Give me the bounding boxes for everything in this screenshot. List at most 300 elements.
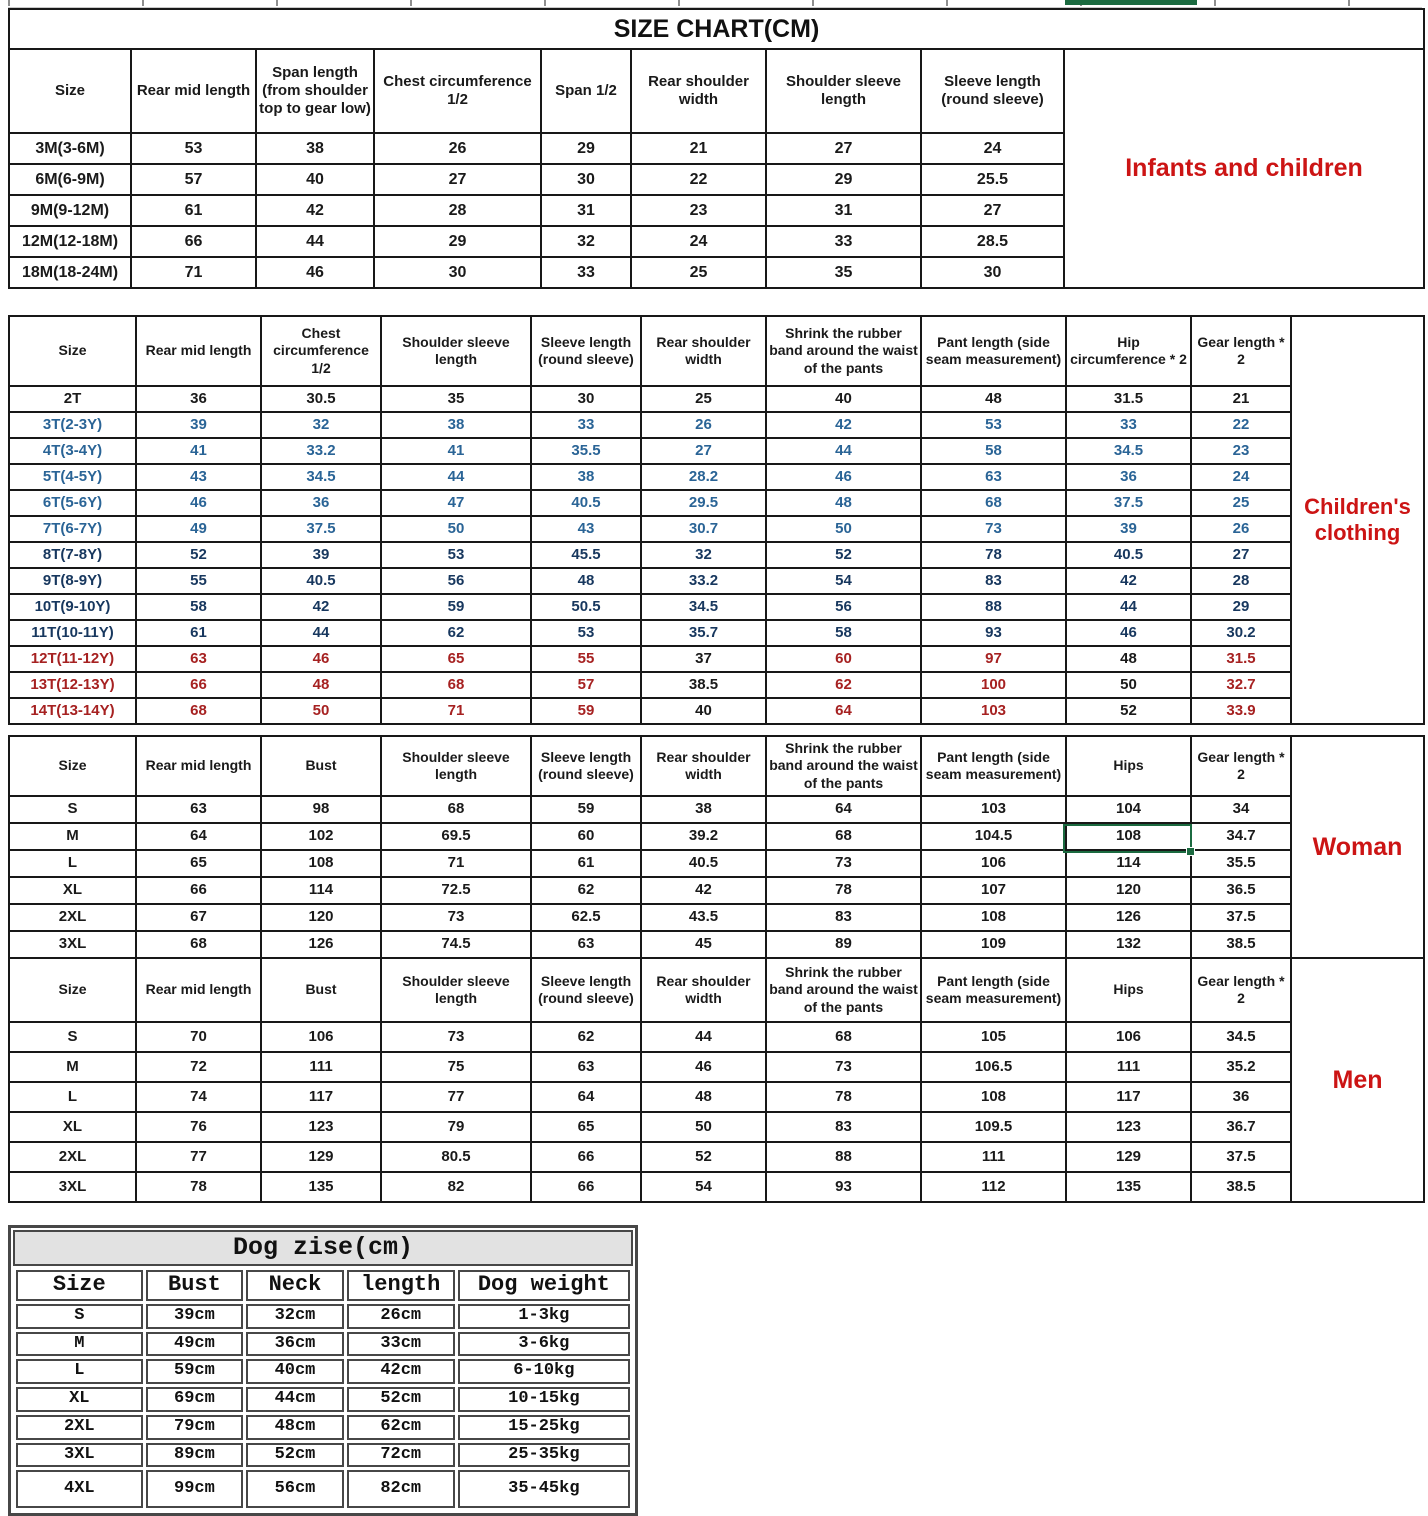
table-row (9, 195, 1064, 226)
table-row (9, 464, 1291, 490)
column-header: Pant length (side seam measurement) (921, 958, 1066, 1022)
value-cell: 59cm (146, 1359, 244, 1384)
size-cell: S (9, 796, 136, 823)
column-header: Chest circumference 1/2 (261, 316, 381, 386)
value-cell: 61 (531, 850, 641, 877)
value-cell: 28 (1191, 568, 1291, 594)
table-row (9, 568, 1291, 594)
value-cell: 79 (381, 1112, 531, 1142)
value-cell: 42 (256, 195, 374, 226)
value-cell: 30.5 (261, 386, 381, 412)
value-cell: 25 (631, 257, 766, 288)
value-cell: 36 (1066, 464, 1191, 490)
value-cell: 79cm (146, 1415, 244, 1440)
size-cell: 8T(7-8Y) (9, 542, 136, 568)
column-header: Gear length * 2 (1191, 736, 1291, 796)
value-cell: 57 (531, 672, 641, 698)
value-cell: 120 (261, 904, 381, 931)
value-cell: 39 (261, 542, 381, 568)
size-cell: M (16, 1332, 143, 1357)
table-row (9, 542, 1291, 568)
value-cell: 104 (1066, 796, 1191, 823)
table-row (9, 931, 1291, 958)
value-cell: 99cm (146, 1470, 244, 1508)
table-row (9, 672, 1291, 698)
infants-section-label: Infants and children (1063, 48, 1425, 289)
value-cell: 52 (1066, 698, 1191, 724)
value-cell: 48 (921, 386, 1066, 412)
column-header: Gear length * 2 (1191, 316, 1291, 386)
value-cell: 29 (766, 164, 921, 195)
value-cell: 64 (136, 823, 261, 850)
value-cell: 59 (531, 698, 641, 724)
column-header: Rear mid length (136, 958, 261, 1022)
column-header: Size (9, 736, 136, 796)
adult-size-section (8, 735, 1425, 1203)
value-cell: 34.5 (641, 594, 766, 620)
value-cell: 114 (261, 877, 381, 904)
column-header: Rear shoulder width (631, 49, 766, 133)
value-cell: 39 (136, 412, 261, 438)
value-cell: 111 (921, 1142, 1066, 1172)
value-cell: 33.2 (261, 438, 381, 464)
value-cell: 34.7 (1191, 823, 1291, 850)
value-cell: 88 (921, 594, 1066, 620)
table-row (9, 1082, 1291, 1112)
value-cell: 39 (1066, 516, 1191, 542)
size-cell: L (9, 1082, 136, 1112)
value-cell: 43 (136, 464, 261, 490)
value-cell: 27 (641, 438, 766, 464)
value-cell: 73 (766, 850, 921, 877)
value-cell: 48 (531, 568, 641, 594)
value-cell: 56cm (246, 1470, 344, 1508)
column-header: Span length (from shoulder top to gear low) (256, 49, 374, 133)
value-cell: 34.5 (1066, 438, 1191, 464)
value-cell: 73 (766, 1052, 921, 1082)
size-cell: 4T(3-4Y) (9, 438, 136, 464)
column-header: Size (9, 49, 131, 133)
value-cell: 23 (631, 195, 766, 226)
value-cell: 104.5 (921, 823, 1066, 850)
value-cell: 62cm (347, 1415, 455, 1440)
table-row (9, 412, 1291, 438)
value-cell: 22 (1191, 412, 1291, 438)
value-cell: 27 (374, 164, 541, 195)
value-cell: 33.9 (1191, 698, 1291, 724)
value-cell: 40 (256, 164, 374, 195)
column-header: Bust (261, 736, 381, 796)
value-cell: 106.5 (921, 1052, 1066, 1082)
value-cell: 44 (381, 464, 531, 490)
value-cell: 52 (136, 542, 261, 568)
value-cell: 36 (261, 490, 381, 516)
value-cell: 100 (921, 672, 1066, 698)
value-cell: 43.5 (641, 904, 766, 931)
value-cell: 55 (531, 646, 641, 672)
value-cell: 44 (261, 620, 381, 646)
value-cell: 33.2 (641, 568, 766, 594)
value-cell: 53 (381, 542, 531, 568)
table-row (9, 594, 1291, 620)
value-cell: 80.5 (381, 1142, 531, 1172)
size-cell: S (9, 1022, 136, 1052)
value-cell: 68 (921, 490, 1066, 516)
men-section-label: Men (1290, 957, 1425, 1203)
value-cell: 29 (1191, 594, 1291, 620)
table-row (9, 490, 1291, 516)
value-cell: 3-6kg (458, 1332, 630, 1357)
value-cell: 63 (921, 464, 1066, 490)
table-row (9, 257, 1064, 288)
value-cell: 98 (261, 796, 381, 823)
value-cell: 38 (641, 796, 766, 823)
value-cell: 62 (531, 1022, 641, 1052)
value-cell: 68 (381, 672, 531, 698)
size-cell: 2T (9, 386, 136, 412)
column-header: Shoulder sleeve length (766, 49, 921, 133)
column-header: Shoulder sleeve length (381, 958, 531, 1022)
value-cell: 27 (766, 133, 921, 164)
value-cell: 42 (641, 877, 766, 904)
value-cell: 30 (921, 257, 1064, 288)
value-cell: 102 (261, 823, 381, 850)
header-row (9, 316, 1291, 386)
value-cell: 135 (261, 1172, 381, 1202)
size-cell: M (9, 1052, 136, 1082)
table-row (9, 698, 1291, 724)
value-cell: 75 (381, 1052, 531, 1082)
value-cell: 48 (1066, 646, 1191, 672)
value-cell: 37.5 (1191, 904, 1291, 931)
column-header: Hips (1066, 958, 1191, 1022)
value-cell: 31.5 (1191, 646, 1291, 672)
value-cell: 71 (131, 257, 256, 288)
value-cell: 63 (136, 646, 261, 672)
value-cell: 111 (1066, 1052, 1191, 1082)
table-row (9, 164, 1064, 195)
value-cell: 48 (766, 490, 921, 516)
value-cell: 49cm (146, 1332, 244, 1357)
value-cell: 106 (921, 850, 1066, 877)
value-cell: 97 (921, 646, 1066, 672)
size-cell: 6T(5-6Y) (9, 490, 136, 516)
value-cell: 114 (1066, 850, 1191, 877)
size-cell: 18M(18-24M) (9, 257, 131, 288)
value-cell: 44 (766, 438, 921, 464)
men-size-table-grid (8, 957, 1292, 1203)
value-cell: 32 (541, 226, 631, 257)
value-cell: 46 (256, 257, 374, 288)
column-header: Hip circumference * 2 (1066, 316, 1191, 386)
value-cell: 37.5 (1066, 490, 1191, 516)
value-cell: 26 (641, 412, 766, 438)
value-cell: 66 (531, 1142, 641, 1172)
value-cell: 72 (136, 1052, 261, 1082)
value-cell: 38 (381, 412, 531, 438)
value-cell: 27 (1191, 542, 1291, 568)
spreadsheet-gridline-strip (8, 0, 1422, 8)
value-cell: 32 (261, 412, 381, 438)
value-cell: 37 (641, 646, 766, 672)
value-cell: 71 (381, 698, 531, 724)
value-cell: 107 (921, 877, 1066, 904)
page-title: SIZE CHART(CM) (8, 8, 1425, 50)
value-cell: 44cm (246, 1387, 344, 1412)
value-cell: 59 (531, 796, 641, 823)
value-cell: 38.5 (1191, 1172, 1291, 1202)
size-cell: 9T(8-9Y) (9, 568, 136, 594)
value-cell: 38.5 (641, 672, 766, 698)
children-section-label: Children's clothing (1290, 315, 1425, 725)
value-cell: 78 (921, 542, 1066, 568)
value-cell: 30 (541, 164, 631, 195)
value-cell: 66 (136, 672, 261, 698)
value-cell: 30 (531, 386, 641, 412)
column-header: Shoulder sleeve length (381, 736, 531, 796)
column-header: Pant length (side seam measurement) (921, 736, 1066, 796)
value-cell: 25.5 (921, 164, 1064, 195)
value-cell: 42 (1066, 568, 1191, 594)
value-cell: 44 (1066, 594, 1191, 620)
value-cell: 74.5 (381, 931, 531, 958)
value-cell: 59 (381, 594, 531, 620)
selected-cell-outline[interactable] (1063, 824, 1192, 853)
value-cell: 93 (921, 620, 1066, 646)
value-cell: 39cm (146, 1304, 244, 1329)
table-row (9, 1142, 1291, 1172)
size-cell: 2XL (16, 1415, 143, 1440)
value-cell: 30 (374, 257, 541, 288)
size-cell: 5T(4-5Y) (9, 464, 136, 490)
value-cell: 48cm (246, 1415, 344, 1440)
value-cell: 83 (766, 1112, 921, 1142)
value-cell: 68 (381, 796, 531, 823)
value-cell: 40.5 (641, 850, 766, 877)
value-cell: 31.5 (1066, 386, 1191, 412)
table-row (16, 1387, 630, 1412)
table-row (9, 1022, 1291, 1052)
value-cell: 35.5 (531, 438, 641, 464)
value-cell: 45.5 (531, 542, 641, 568)
column-header: Sleeve length (round sleeve) (531, 736, 641, 796)
value-cell: 111 (261, 1052, 381, 1082)
infants-size-section (8, 8, 1425, 289)
value-cell: 34.5 (1191, 1022, 1291, 1052)
value-cell: 64 (766, 796, 921, 823)
table-row (9, 1052, 1291, 1082)
value-cell: 73 (921, 516, 1066, 542)
value-cell: 55 (136, 568, 261, 594)
value-cell: 106 (261, 1022, 381, 1052)
column-header: Sleeve length (round sleeve) (921, 49, 1064, 133)
value-cell: 40.5 (261, 568, 381, 594)
value-cell: 66 (131, 226, 256, 257)
value-cell: 33 (1066, 412, 1191, 438)
value-cell: 62 (381, 620, 531, 646)
table-row (9, 226, 1064, 257)
value-cell: 40.5 (1066, 542, 1191, 568)
value-cell: 68 (766, 823, 921, 850)
value-cell: 57 (131, 164, 256, 195)
column-header: Rear shoulder width (641, 958, 766, 1022)
column-header: length (347, 1270, 455, 1301)
column-header: Neck (246, 1270, 344, 1301)
value-cell: 106 (1066, 1022, 1191, 1052)
value-cell: 60 (766, 646, 921, 672)
value-cell: 62 (531, 877, 641, 904)
column-header: Rear mid length (131, 49, 256, 133)
value-cell: 68 (136, 698, 261, 724)
value-cell: 25-35kg (458, 1443, 630, 1468)
value-cell: 50 (1066, 672, 1191, 698)
value-cell: 108 (921, 904, 1066, 931)
value-cell: 117 (1066, 1082, 1191, 1112)
column-header: Shoulder sleeve length (381, 316, 531, 386)
table-row (16, 1443, 630, 1468)
value-cell: 46 (641, 1052, 766, 1082)
dog-table-title: Dog zise(cm) (13, 1230, 633, 1266)
table-row (9, 796, 1291, 823)
table-row (16, 1415, 630, 1440)
value-cell: 26 (1191, 516, 1291, 542)
value-cell: 46 (261, 646, 381, 672)
table-row (9, 620, 1291, 646)
table-row (9, 646, 1291, 672)
value-cell: 89 (766, 931, 921, 958)
value-cell: 36.5 (1191, 877, 1291, 904)
value-cell: 60 (531, 823, 641, 850)
value-cell: 123 (1066, 1112, 1191, 1142)
header-row (9, 49, 1064, 133)
value-cell: 56 (381, 568, 531, 594)
size-cell: 2XL (9, 904, 136, 931)
value-cell: 24 (631, 226, 766, 257)
value-cell: 117 (261, 1082, 381, 1112)
value-cell: 78 (766, 1082, 921, 1112)
value-cell: 64 (766, 698, 921, 724)
column-header: Shrink the rubber band around the waist of the pants (766, 736, 921, 796)
value-cell: 65 (381, 646, 531, 672)
value-cell: 72cm (347, 1443, 455, 1468)
value-cell: 109 (921, 931, 1066, 958)
value-cell: 65 (136, 850, 261, 877)
value-cell: 54 (641, 1172, 766, 1202)
value-cell: 62.5 (531, 904, 641, 931)
table-row (16, 1470, 630, 1508)
value-cell: 82cm (347, 1470, 455, 1508)
value-cell: 52 (766, 542, 921, 568)
value-cell: 34 (1191, 796, 1291, 823)
size-cell: M (9, 823, 136, 850)
column-header: Size (9, 316, 136, 386)
column-header: Span 1/2 (541, 49, 631, 133)
size-cell: 3T(2-3Y) (9, 412, 136, 438)
table-row (9, 438, 1291, 464)
table-row (9, 386, 1291, 412)
value-cell: 108 (921, 1082, 1066, 1112)
value-cell: 41 (136, 438, 261, 464)
column-header: Dog weight (458, 1270, 630, 1301)
value-cell: 1-3kg (458, 1304, 630, 1329)
value-cell: 53 (531, 620, 641, 646)
value-cell: 25 (1191, 490, 1291, 516)
value-cell: 21 (1191, 386, 1291, 412)
size-cell: L (16, 1359, 143, 1384)
value-cell: 63 (531, 1052, 641, 1082)
value-cell: 67 (136, 904, 261, 931)
value-cell: 52cm (246, 1443, 344, 1468)
dog-size-table-grid (13, 1267, 633, 1511)
value-cell: 93 (766, 1172, 921, 1202)
value-cell: 42 (766, 412, 921, 438)
value-cell: 36 (1191, 1082, 1291, 1112)
value-cell: 25 (641, 386, 766, 412)
column-header: Chest circumference 1/2 (374, 49, 541, 133)
fill-handle[interactable] (1186, 847, 1195, 856)
value-cell: 34.5 (261, 464, 381, 490)
dog-size-section (8, 1225, 638, 1516)
table-row (9, 904, 1291, 931)
value-cell: 41 (381, 438, 531, 464)
value-cell: 31 (766, 195, 921, 226)
value-cell: 50.5 (531, 594, 641, 620)
column-header: Hips (1066, 736, 1191, 796)
value-cell: 103 (921, 796, 1066, 823)
value-cell: 54 (766, 568, 921, 594)
size-cell: XL (9, 877, 136, 904)
value-cell: 35.5 (1191, 850, 1291, 877)
value-cell: 37.5 (1191, 1142, 1291, 1172)
value-cell: 35.2 (1191, 1052, 1291, 1082)
value-cell: 42cm (347, 1359, 455, 1384)
size-cell: 9M(9-12M) (9, 195, 131, 226)
value-cell: 61 (136, 620, 261, 646)
column-header: Rear mid length (136, 316, 261, 386)
column-header: Bust (261, 958, 381, 1022)
value-cell: 78 (766, 877, 921, 904)
value-cell: 24 (1191, 464, 1291, 490)
value-cell: 46 (136, 490, 261, 516)
value-cell: 15-25kg (458, 1415, 630, 1440)
value-cell: 48 (261, 672, 381, 698)
size-cell: 10T(9-10Y) (9, 594, 136, 620)
value-cell: 103 (921, 698, 1066, 724)
column-header: Gear length * 2 (1191, 958, 1291, 1022)
value-cell: 50 (381, 516, 531, 542)
value-cell: 56 (766, 594, 921, 620)
column-header: Rear mid length (136, 736, 261, 796)
size-cell: 2XL (9, 1142, 136, 1172)
size-cell: 7T(6-7Y) (9, 516, 136, 542)
header-row (9, 958, 1291, 1022)
value-cell: 29 (541, 133, 631, 164)
value-cell: 35-45kg (458, 1470, 630, 1508)
value-cell: 126 (1066, 904, 1191, 931)
value-cell: 35 (381, 386, 531, 412)
value-cell: 24 (921, 133, 1064, 164)
size-cell: L (9, 850, 136, 877)
value-cell: 52 (641, 1142, 766, 1172)
value-cell: 40 (766, 386, 921, 412)
value-cell: 45 (641, 931, 766, 958)
size-cell: 12T(11-12Y) (9, 646, 136, 672)
value-cell: 129 (1066, 1142, 1191, 1172)
value-cell: 28.2 (641, 464, 766, 490)
value-cell: 65 (531, 1112, 641, 1142)
value-cell: 83 (921, 568, 1066, 594)
value-cell: 28.5 (921, 226, 1064, 257)
